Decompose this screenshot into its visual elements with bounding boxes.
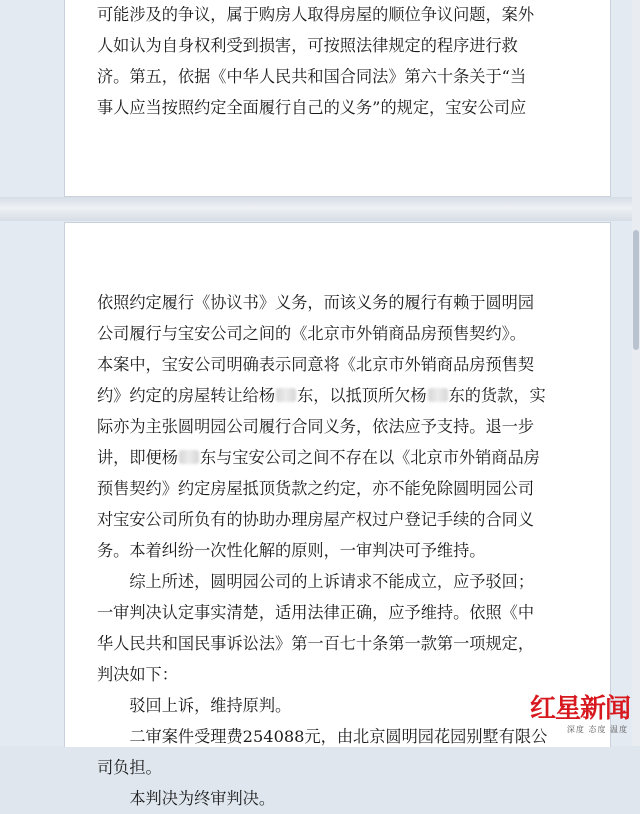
- redacted-character: [179, 450, 199, 464]
- text-line: 二审案件受理费254088元，由北京圆明园花园别墅有限公: [97, 727, 548, 746]
- redacted-character: [276, 388, 296, 402]
- text-line: 对宝安公司所负有的协助办理房屋产权过户登记手续的合同义: [97, 510, 535, 529]
- text-line: 事人应当按照约定全面履行自己的义务”的规定，宝安公司应: [97, 98, 527, 117]
- text-line: 预售契约》约定房屋抵顶货款之约定，亦不能免除圆明园公司: [97, 479, 535, 498]
- text-line: 济。第五，依据《中华人民共和国合同法》第六十条关于“当: [97, 67, 527, 86]
- text-line: 判决如下：: [97, 665, 178, 684]
- text-line: 华人民共和国民事诉讼法》第一百七十条第一款第一项规定，: [97, 634, 535, 653]
- page-separator: [0, 197, 640, 221]
- logo-text: 红星新闻: [529, 694, 630, 724]
- redacted-character: [428, 388, 448, 402]
- text-line: 依照约定履行《协议书》义务，而该义务的履行有赖于圆明园: [97, 293, 535, 312]
- text-line: 司负担。: [97, 758, 162, 777]
- text-line: 本案中，宝安公司明确表示同意将《北京市外销商品房预售契: [97, 355, 535, 374]
- text-line: 约》约定的房屋转让给杨 东，以抵顶所欠杨 东的货款，实: [97, 386, 546, 405]
- page2-text: [97, 287, 548, 814]
- text-line: 一审判决认定事实清楚，适用法律正确，应予维持。依照《中: [97, 603, 535, 622]
- text-line: 讲，即便杨 东与宝安公司之间不存在以《北京市外销商品房: [97, 448, 540, 467]
- text-line: 本判决为终审判决。: [97, 789, 276, 808]
- page1-text: [97, 0, 535, 123]
- vertical-scrollbar[interactable]: [632, 0, 640, 746]
- text-line: 驳回上诉，维持原判。: [97, 696, 292, 715]
- text-line: 综上所述，圆明园公司的上诉请求不能成立，应予驳回；: [97, 572, 535, 591]
- scrollbar-thumb[interactable]: [633, 230, 639, 350]
- text-line: 可能涉及的争议，属于购房人取得房屋的顺位争议问题，案外: [97, 5, 535, 24]
- text-line: 人如认为自身权利受到损害，可按照法律规定的程序进行救: [97, 36, 518, 55]
- logo-tagline: 深度 态度 温度: [566, 725, 628, 734]
- watermark-logo: [500, 694, 630, 734]
- text-line: 际亦为主张圆明园公司履行合同义务，依法应予支持。退一步: [97, 417, 535, 436]
- text-line: 务。本着纠纷一次性化解的原则，一审判决可予维持。: [97, 541, 486, 560]
- text-line: 公司履行与宝安公司之间的《北京市外销商品房预售契约》。: [97, 324, 526, 343]
